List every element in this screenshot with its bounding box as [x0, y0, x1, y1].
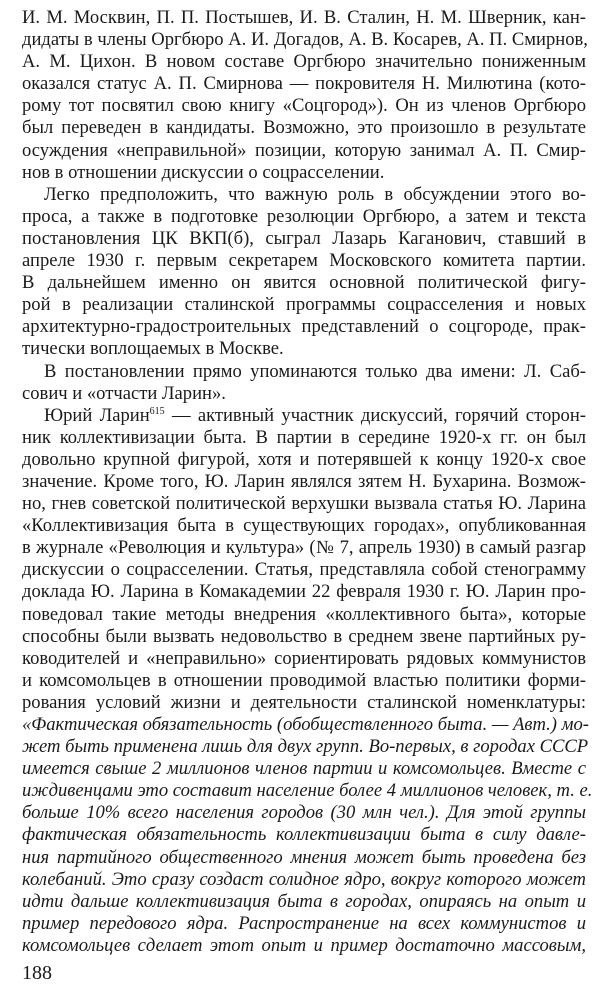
quote-line	[22, 891, 586, 913]
text-line	[22, 184, 586, 206]
line-text: архитектурно-градостроительных представлений о соцгороде, прак-	[22, 316, 586, 338]
text-line	[22, 294, 586, 316]
line-text: был переведен в кандидаты. Возможно, это произошло в результате	[22, 117, 586, 139]
line-text: постановления ЦК ВКП(б), сыграл Лазарь Каганович, ставший в	[22, 227, 586, 249]
line-text: осуждения «неправильной» позиции, которую занимал А. П. Смир-	[22, 139, 586, 161]
text-line	[22, 228, 586, 250]
line-text: сович и «отчасти Ларин».	[22, 382, 226, 404]
text-line	[22, 206, 586, 228]
line-text: апреле 1930 г. первым секретарем Московского комитета партии.	[22, 250, 586, 272]
line-text: иждивенцами это составит население более 4 миллионов человек, т. е.	[22, 780, 593, 802]
quote-line	[22, 935, 586, 957]
text-line	[22, 670, 586, 692]
text-line	[22, 361, 586, 383]
line-text: поведовал такие методы внедрения «коллективного быта», которые	[22, 603, 586, 625]
text-line	[22, 95, 586, 117]
text-line	[22, 316, 586, 338]
text-line	[22, 140, 586, 162]
line-text: колебаний. Это сразу создаст солидное ядро, вокруг которого может	[22, 868, 586, 890]
text-line	[22, 250, 586, 272]
text-line	[22, 515, 586, 537]
line-text: значение. Кроме того, Ю. Ларин являлся зятем Н. Бухарина. Возмож-	[22, 470, 586, 492]
line-text: и комсомольцев в отношении проводимой властью политики форми-	[22, 669, 586, 691]
text-line	[22, 117, 586, 139]
line-text: «Коллективизация быта в существующих городах», опубликованная	[22, 515, 586, 537]
line-text: в журнале «Революция и культура» (№ 7, апрель 1930) в самый разгар	[22, 537, 586, 559]
quote-line	[22, 758, 586, 780]
text-line	[22, 471, 586, 493]
body-text	[22, 7, 593, 957]
page-number: 188	[22, 962, 52, 984]
line-text: В дальнейшем именно он явится основной политической фигу-	[22, 272, 586, 294]
text-line	[22, 272, 586, 294]
line-text: доклада Ю. Ларина в Комакадемии 22 февраля 1930 г. Ю. Ларин про-	[22, 581, 586, 603]
line-text: идти дальше коллективизация быта в городах, опираясь на опыт и	[22, 890, 586, 912]
line-text: Легко предположить, что важную роль в обсуждении этого во-	[44, 183, 586, 205]
quote-line	[22, 847, 586, 869]
line-text: комсомольцев сделает этот опыт и пример достаточно массовым,	[22, 934, 586, 956]
line-text: Юрий Ларин	[44, 404, 150, 426]
line-text: рому тот посвятил свою книгу «Соцгород»). Он из членов Оргбюро	[22, 95, 586, 117]
line-text: но, гнев советской политической верхушки вызвала статья Ю. Ларина	[22, 493, 586, 515]
line-text: больше 10% всего населения городов (30 млн чел.). Для этой группы	[22, 802, 586, 824]
text-line	[22, 405, 586, 427]
text-line	[22, 626, 586, 648]
text-line	[22, 338, 586, 360]
quote-line	[22, 736, 589, 758]
line-text: — активный участник дискуссий, горячий сторон-	[164, 404, 586, 426]
line-text: рования условий жизни и деятельности сталинской номенклатуры:	[22, 691, 586, 713]
line-text: дидаты в члены Оргбюро А. И. Догадов, А. В. Косарев, А. П. Смирнов,	[22, 29, 588, 51]
line-text: оказался статус А. П. Смирнова — покровителя Н. Милютина (кото-	[22, 73, 586, 95]
text-line	[22, 449, 586, 471]
line-text: дискуссии о соцрасселении. Статья, представляла собой стенограмму	[22, 559, 586, 581]
quote-line	[22, 913, 586, 935]
line-text: способны были вызвать недовольство в среднем звене партийных ру-	[22, 625, 586, 647]
line-text: «Фактическая обязательность (обобществленного быта. — Авт.) мо-	[22, 714, 589, 735]
line-text: А. М. Цихон. В новом составе Оргбюро значительно пониженным	[22, 51, 586, 73]
line-text: В постановлении прямо упоминаются только два имени: Л. Саб-	[44, 360, 586, 382]
text-line	[22, 581, 586, 603]
text-line	[22, 427, 586, 449]
line-text: тически воплощаемых в Москве.	[22, 338, 284, 360]
text-line	[22, 29, 586, 51]
text-line	[22, 493, 586, 515]
line-text: ник коллективизации быта. В партии в середине 1920-х гг. он был	[22, 426, 586, 448]
quote-line	[22, 714, 589, 736]
line-text: довольно крупной фигурой, хотя и потерявшей к концу 1920-х свое	[22, 448, 586, 470]
line-text: ния партийного общественного мнения может быть проведена без	[22, 846, 586, 868]
text-line	[22, 537, 586, 559]
line-text: пример передового ядра. Распространение на всех коммунистов и	[22, 912, 586, 934]
line-text: рой в реализации сталинской программы соцрасселения и новых	[22, 294, 586, 316]
quote-line	[22, 780, 593, 802]
text-line	[22, 648, 586, 670]
quote-line	[22, 869, 586, 891]
line-text: ководителей и «неправильно» сориентировать рядовых коммунистов	[22, 647, 586, 669]
text-line	[22, 7, 586, 29]
line-text: фактическая обязательность коллективизации быта в силу давле-	[22, 824, 586, 846]
text-line	[22, 51, 586, 73]
line-text: проса, а также в подготовке резолюции Оргбюро, а затем и текста	[22, 205, 586, 227]
text-line	[22, 604, 586, 626]
line-text: нов в отношении дискуссии о соцрасселении.	[22, 161, 385, 183]
text-line	[22, 383, 586, 405]
text-line	[22, 73, 586, 95]
footnote-ref: 615	[149, 405, 165, 417]
quote-line	[22, 802, 586, 824]
line-text: И. М. Москвин, П. П. Постышев, И. В. Сталин, Н. М. Шверник, кан-	[22, 7, 586, 28]
text-line	[22, 162, 586, 184]
text-line	[22, 692, 586, 714]
text-line	[22, 559, 586, 581]
line-text: жет быть применена лишь для двух групп. Во-первых, в городах СССР	[22, 736, 589, 758]
line-text: имеется свыше 2 миллионов членов партии и комсомольцев. Вместе с	[22, 758, 586, 780]
quote-line	[22, 824, 586, 846]
